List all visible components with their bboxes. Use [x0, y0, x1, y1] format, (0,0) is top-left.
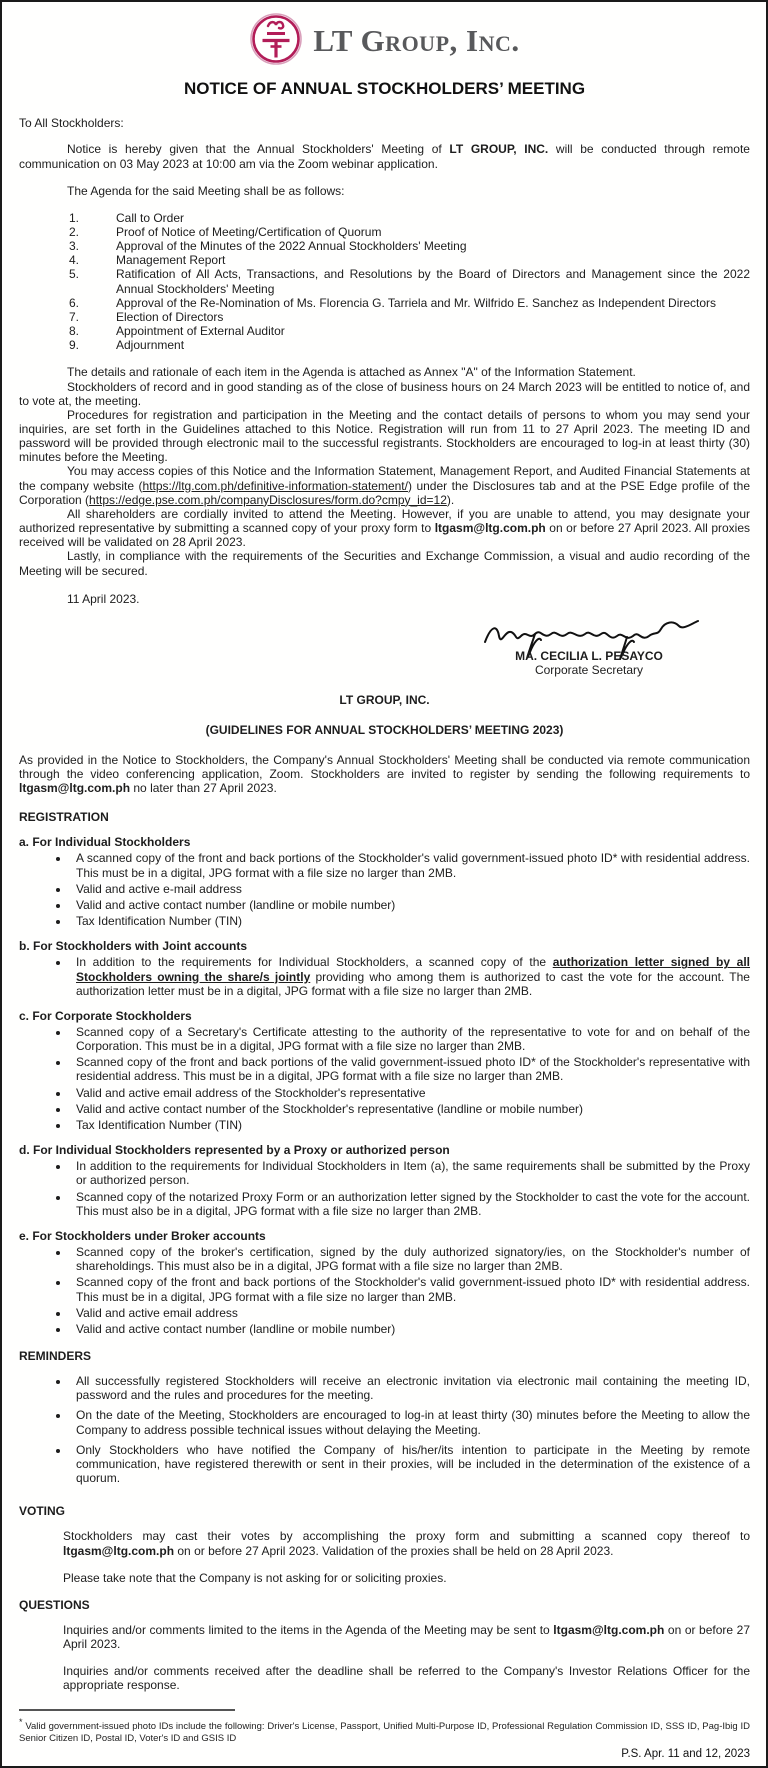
agenda-number: 1.: [69, 210, 80, 225]
questions-heading: QUESTIONS: [19, 1597, 90, 1612]
registration-section-b: [19, 939, 750, 998]
agenda-intro: The Agenda for the said Meeting shall be as follows:: [67, 183, 345, 198]
bullet-item: • Valid and active email address of the Stockholder's representative: [70, 1086, 750, 1100]
bullet-list: [19, 1025, 750, 1132]
salutation: To All Stockholders:: [19, 116, 124, 131]
agenda-text: Appointment of External Auditor: [116, 324, 285, 339]
questions-paragraph: Inquiries and/or comments received after the deadline shall be referred to the Company's Investor Relations Officer for the appropriate response.: [63, 1664, 750, 1693]
agenda-item: [69, 338, 750, 352]
paragraph-record-date: Stockholders of record and in good standing as of the close of business hours on 24 March 2023 will be entitled to notice of, and to vote at, the meeting.: [19, 379, 750, 408]
notice-paragraphs: [19, 365, 750, 577]
footnote-body: Valid government-issued photo IDs include the following: Driver's License, Passport, Unified Multi-Purpose ID, Professional Regulation Commission ID, SSS ID, Pag-Ibig ID Senior Citizen ID, Postal ID, Voter's ID and GSIS ID: [19, 1721, 751, 1745]
registration-section-e: [19, 1229, 750, 1336]
footnote-divider: [19, 1709, 235, 1711]
bullet-item: • Tax Identification Number (TIN): [70, 914, 750, 928]
agenda-number: 2.: [69, 224, 80, 239]
agenda-item: [69, 211, 750, 225]
agenda-number: 8.: [69, 324, 80, 339]
agenda-number: 6.: [69, 295, 80, 310]
bullet-list: [19, 1245, 750, 1336]
agenda-item: [69, 296, 750, 310]
footnote-marker: *: [19, 1716, 23, 1727]
agenda-number: 5.: [69, 267, 80, 282]
bullet-item: • On the date of the Meeting, Stockholders are encouraged to log-in at least thirty (30) minutes before the Meeting to allow the Company to address possible technical issues without delaying the Meeting.: [70, 1408, 750, 1436]
agenda-item: [69, 324, 750, 338]
ltg-logo-icon: [249, 12, 303, 69]
guidelines-heading: (GUIDELINES FOR ANNUAL STOCKHOLDERS’ MEETING 2023): [205, 722, 564, 737]
agenda-text: Approval of the Minutes of the 2022 Annual Stockholders' Meeting: [116, 239, 467, 254]
bullet-item: • Scanned copy of the notarized Proxy Form or an authorization letter signed by the Stockholder to cast the vote for the account. This must also be in a digital, JPG format with a file size no larger than 2MB.: [70, 1190, 750, 1218]
section-title: b. For Stockholders with Joint accounts: [19, 939, 248, 954]
agenda-number: 3.: [69, 239, 80, 254]
agenda-list: [69, 211, 750, 353]
guidelines-company: LT GROUP, INC.: [339, 693, 430, 708]
agenda-number: 7.: [69, 309, 80, 324]
section-title: c. For Corporate Stockholders: [19, 1008, 192, 1023]
bullet-item: • Scanned copy of the front and back portions of the Stockholder's valid government-issued photo ID* with residential address. This must be in a digital, JPG format with a file size no larger than 2MB.: [70, 1275, 750, 1303]
bullet-item: • Scanned copy of a Secretary's Certificate attesting to the authority of the representative to vote for and on behalf of the Corporation. This must be in a digital, JPG format with a file size no larger than 2MB.: [70, 1025, 750, 1053]
voting-paragraph: Please take note that the Company is not asking for or soliciting proxies.: [63, 1570, 447, 1585]
bullet-item: • Valid and active e-mail address: [70, 882, 750, 896]
agenda-item: [69, 253, 750, 267]
voting-paragraph: Stockholders may cast their votes by accomplishing the proxy form and submitting a scanned copy thereof to ltgasm@ltg.com.ph on or before 27 April 2023. Validation of the proxies shall be held on 28 April 2023.: [63, 1529, 750, 1558]
agenda-item: [69, 225, 750, 239]
agenda-text: Approval of the Re-Nomination of Ms. Florencia G. Tarriela and Mr. Wilfrido E. Sanchez as Independent Directors: [116, 295, 717, 310]
guidelines-intro: As provided in the Notice to Stockholders, the Company's Annual Stockholders' Meeting shall be conducted via remote communication through the video conferencing application, Zoom. Stockholders are invited to register by sending the following requirements to ltgasm@ltg.com.ph no later than 27 April 2023.: [19, 752, 750, 795]
paragraph-annex: The details and rationale of each item in the Agenda is attached as Annex "A" of the Information Statement.: [67, 365, 636, 380]
agenda-text: Proof of Notice of Meeting/Certification of Quorum: [116, 224, 382, 239]
reminders-heading: REMINDERS: [19, 1348, 92, 1363]
notice-title: NOTICE OF ANNUAL STOCKHOLDERS’ MEETING: [183, 79, 586, 99]
bullet-item: • Valid and active contact number of the Stockholder's representative (landline or mobile number): [70, 1102, 750, 1116]
agenda-text: Ratification of All Acts, Transactions, and Resolutions by the Board of Directors and Management since the 2022 Annual Stockholders' Meeting: [116, 267, 750, 296]
registration-section-a: [19, 835, 750, 928]
ps-note: P.S. Apr. 11 and 12, 2023: [621, 1748, 750, 1761]
footnote-text: [19, 1717, 750, 1745]
registration-section-d: [19, 1143, 750, 1218]
bullet-item: • Valid and active contact number (landline or mobile number): [70, 898, 750, 912]
bullet-list: [19, 1159, 750, 1218]
bullet-item: • Scanned copy of the front and back portions of the valid government-issued photo ID* of the Stockholder's representative with residential address. This must be in a digital, JPG format with a file size no larger than 2MB.: [70, 1055, 750, 1083]
section-title: e. For Stockholders under Broker accounts: [19, 1228, 266, 1243]
agenda-text: Adjournment: [116, 338, 185, 353]
signatory-title: Corporate Secretary: [534, 663, 644, 678]
bullet-item: • A scanned copy of the front and back portions of the Stockholder's valid government-issued photo ID* with residential address. This must be in a digital, JPG format with a file size no larger than 2MB.: [70, 851, 750, 879]
agenda-number: 4.: [69, 253, 80, 268]
company-logo: [19, 12, 750, 69]
footnote: [19, 1709, 750, 1762]
paragraph-proxy: All shareholders are cordially invited to attend the Meeting. However, if you are unable to attend, you may designate your authorized representative by submitting a scanned copy of your proxy form to ltgasm@ltg.com.ph on or before 27 April 2023. All proxies received will be validated on 28 April 2023.: [19, 506, 750, 550]
bullet-item: • In addition to the requirements for Individual Stockholders in Item (a), the same requirements shall be submitted by the Proxy or authorized person.: [70, 1159, 750, 1187]
agenda-text: Management Report: [116, 253, 226, 268]
agenda-item: [69, 239, 750, 253]
bullet-item: • Only Stockholders who have notified the Company of his/her/its intention to participate in the Meeting by remote communication, have registered therewith or sent in their proxies, will be included in the determination of the existence of a quorum.: [70, 1443, 750, 1485]
agenda-number: 9.: [69, 338, 80, 353]
bullet-item: • Valid and active contact number (landline or mobile number): [70, 1322, 750, 1336]
registration-heading: REGISTRATION: [19, 810, 109, 825]
registration-section-c: [19, 1009, 750, 1132]
bullet-item: • In addition to the requirements for Individual Stockholders, a scanned copy of the authorization letter signed by all Stockholders owning the share/s jointly providing who among them is authorized to cast the vote for the account. The authorization letter must be in a digital, JPG format with a file size no larger than 2MB.: [70, 955, 750, 997]
paragraph-recording: Lastly, in compliance with the requirements of the Securities and Exchange Commission, a visual and audio recording of the Meeting will be secured.: [19, 549, 750, 578]
agenda-text: Election of Directors: [116, 309, 224, 324]
questions-paragraph: Inquiries and/or comments limited to the items in the Agenda of the Meeting may be sent to ltgasm@ltg.com.ph on or before 27 April 2023.: [63, 1623, 750, 1652]
notice-date: 11 April 2023.: [67, 591, 140, 606]
bullet-list: [19, 955, 750, 997]
agenda-item: [69, 267, 750, 295]
section-title: d. For Individual Stockholders represented by a Proxy or authorized person: [19, 1143, 450, 1158]
bullet-item: • Scanned copy of the broker's certification, signed by the duly authorized signatory/ies, on the Stockholder's number of shareholdings. This must also be in a digital, JPG format with a file size no larger than 2MB.: [70, 1245, 750, 1273]
brand-wordmark: LT Group, Inc.: [313, 23, 520, 59]
bullet-item: • Valid and active email address: [70, 1306, 750, 1320]
bullet-item: • All successfully registered Stockholders will receive an electronic invitation via electronic mail containing the meeting ID, password and the rules and procedures for the meeting.: [70, 1374, 750, 1402]
opening-paragraph: Notice is hereby given that the Annual Stockholders' Meeting of LT GROUP, INC. will be conducted through remote communication on 03 May 2023 at 10:00 am via the Zoom webinar application.: [19, 142, 750, 171]
agenda-item: [69, 310, 750, 324]
reminders-list: [19, 1374, 750, 1485]
signature-block: [454, 608, 724, 677]
paragraph-access-copies: You may access copies of this Notice and the Information Statement, Management Report, and Audited Financial Statements at the company website (https://ltg.com.ph/definitive-information-statement/) under the Disclosures tab and at the PSE Edge profile of the Corporation (https://edge.pse.com.ph/companyDisclosures/form.do?cmpy_id=12).: [19, 464, 750, 507]
section-title: a. For Individual Stockholders: [19, 835, 191, 850]
voting-heading: VOTING: [19, 1504, 66, 1519]
bullet-item: • Tax Identification Number (TIN): [70, 1118, 750, 1132]
agenda-text: Call to Order: [116, 210, 185, 225]
bullet-list: [19, 851, 750, 928]
paragraph-registration: Procedures for registration and participation in the Meeting and the contact details of persons to whom you may send your inquiries, are set forth in the Guidelines attached to this Notice. Registration will run from 11 to 27 April 2023. The meeting ID and password will be provided through electronic mail to the successful registrants. Stockholders are encouraged to log-in at least thirty (30) minutes before the Meeting.: [19, 407, 750, 465]
signatory-name: MA. CECILIA L. PESAYCO: [515, 649, 663, 664]
